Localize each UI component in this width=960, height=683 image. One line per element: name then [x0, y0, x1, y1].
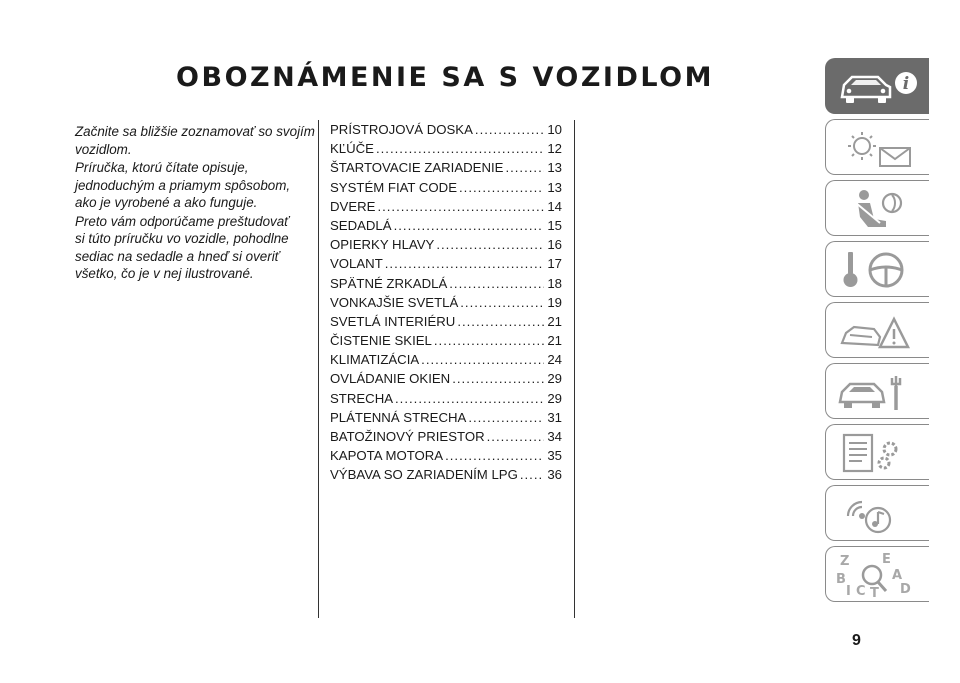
table-of-contents [330, 122, 562, 487]
tab-emergency[interactable] [825, 302, 929, 358]
toc-item-batozinovy-priestor[interactable]: BATOŽINOVÝ PRIESTOR ..... 34 [330, 429, 562, 448]
svg-text:B: B [836, 572, 846, 587]
toc-item-kluce[interactable]: KĽÚČE ..... 12 [330, 141, 562, 160]
svg-text:E: E [882, 552, 891, 567]
toc-item-platenna-strecha[interactable]: PLÁTENNÁ STRECHA ..... 31 [330, 410, 562, 429]
toc-item-ovladanie-okien[interactable]: OVLÁDANIE OKIEN ..... 29 [330, 371, 562, 390]
column-divider-left [318, 120, 319, 618]
intro-paragraph-2: Príručka, ktorú čítate opisuje, jednoduchým a priamym spôsobom, ako je vyrobené a ako funguje. [75, 160, 291, 210]
toc-item-opierky-hlavy[interactable]: OPIERKY HLAVY ..... 16 [330, 237, 562, 256]
toc-item-system-fiat-code[interactable]: SYSTÉM FIAT CODE ..... 13 [330, 180, 562, 199]
toc-item-startovacie-zariadenie[interactable]: ŠTARTOVACIE ZARIADENIE ..... 13 [330, 160, 562, 179]
toc-item-svetla-interieru[interactable]: SVETLÁ INTERIÉRU ..... 21 [330, 314, 562, 333]
tab-index[interactable] [825, 546, 929, 602]
tab-starting-driving[interactable] [825, 241, 929, 297]
technical-data-icon [834, 429, 922, 477]
toc-item-kapota-motora[interactable]: KAPOTA MOTORA ..... 35 [330, 448, 562, 467]
intro-paragraph-1: Začnite sa bližšie zoznamovať so svojím vozidlom. [75, 124, 315, 157]
intro-paragraph-3: Preto vám odporúčame preštudovať si túto príručku vo vozidle, pohodlne sediac na sedadle a hneď si overiť všetko, čo je v nej ilustrované. [75, 213, 289, 281]
alphabetical-index-icon [834, 551, 922, 599]
page-number: 9 [852, 632, 861, 649]
toc-item-vonkajsie-svetla[interactable]: VONKAJŠIE SVETLÁ ..... 19 [330, 295, 562, 314]
airbag-safety-icon [834, 185, 922, 233]
toc-item-cistenie-skiel[interactable]: ČISTENIE SKIEL ..... 21 [330, 333, 562, 352]
page-title: OBOZNÁMENIE SA S VOZIDLOM [176, 62, 714, 93]
car-info-icon [834, 63, 922, 111]
column-divider-right [574, 120, 575, 618]
warning-lights-message-icon [834, 124, 922, 172]
toc-item-klimatizacia[interactable]: KLIMATIZÁCIA ..... 24 [330, 352, 562, 371]
svg-text:i: i [902, 74, 910, 94]
tab-warning-lights-messages[interactable] [825, 119, 929, 175]
emergency-icon [834, 307, 922, 355]
tab-safety[interactable] [825, 180, 929, 236]
svg-text:Z: Z [840, 554, 850, 569]
tab-multimedia[interactable] [825, 485, 929, 541]
toc-item-sedadla[interactable]: SEDADLÁ ..... 15 [330, 218, 562, 237]
tab-technical-data[interactable] [825, 424, 929, 480]
toc-item-strecha[interactable]: STRECHA ..... 29 [330, 391, 562, 410]
svg-text:D: D [900, 582, 911, 597]
svg-text:I: I [846, 584, 851, 599]
maintenance-icon [834, 368, 922, 416]
svg-text:T: T [870, 586, 879, 599]
multimedia-icon [834, 490, 922, 538]
toc-item-vybava-lpg[interactable]: VÝBAVA SO ZARIADENÍM LPG ..... 36 [330, 467, 562, 486]
toc-item-pristrojova-doska[interactable]: PRÍSTROJOVÁ DOSKA ..... 10 [330, 122, 562, 141]
tab-maintenance[interactable] [825, 363, 929, 419]
toc-item-dvere[interactable]: DVERE ..... 14 [330, 199, 562, 218]
svg-text:C: C [856, 584, 866, 599]
toc-item-volant[interactable]: VOLANT ..... 17 [330, 256, 562, 275]
svg-text:A: A [892, 568, 903, 583]
toc-item-spatne-zrkadla[interactable]: SPÄTNÉ ZRKADLÁ ..... 18 [330, 276, 562, 295]
steering-key-icon [834, 246, 922, 294]
tab-car-info[interactable] [825, 58, 929, 114]
intro-text [75, 123, 315, 284]
chapter-tabs [825, 58, 929, 607]
